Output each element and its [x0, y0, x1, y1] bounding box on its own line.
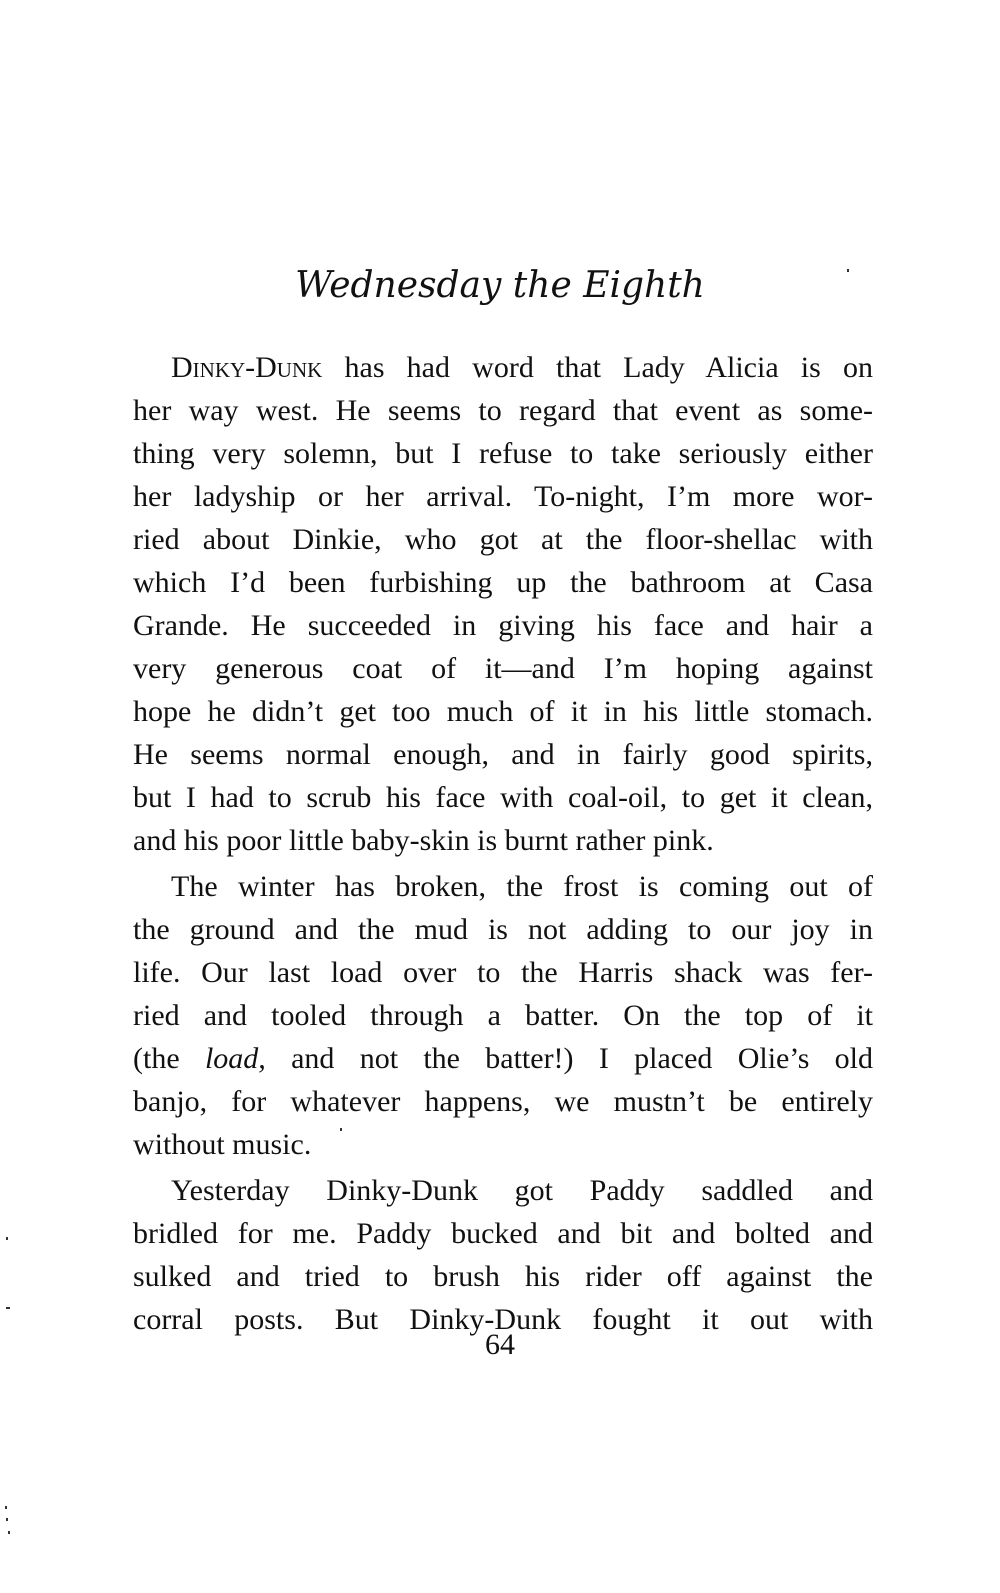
text-line: bridled for me. Paddy bucked and bit and bolted and: [133, 1217, 873, 1250]
text-line: very generous coat of it—and I’m hoping against: [133, 652, 873, 685]
scan-speck: [6, 1518, 8, 1521]
text-line: but I had to scrub his face with coal-oil, to get it clean,: [133, 781, 873, 814]
text-line: He seems normal enough, and in fairly good spirits,: [133, 738, 873, 771]
text-line: banjo, for whatever happens, we mustn’t be entirely: [133, 1085, 873, 1118]
scan-speck: [8, 1531, 10, 1534]
paragraph-1: [133, 346, 873, 862]
text-line: Grande. He succeeded in giving his face and hair a: [133, 609, 873, 642]
text-line: corral posts. But Dinky-Dunk fought it out with: [133, 1303, 873, 1336]
text-line: her ladyship or her arrival. To-night, I’m more wor-: [133, 480, 873, 513]
paragraph-2: [133, 865, 873, 1166]
text-line: ried about Dinkie, who got at the floor-shellac with: [133, 523, 873, 556]
scan-speck: [340, 1128, 342, 1131]
italic-word: load,: [204, 1042, 266, 1075]
chapter-heading: Wednesday the Eighth: [295, 265, 705, 306]
text-line: sulked and tried to brush his rider off against the: [133, 1260, 873, 1293]
text-line: life. Our last load over to the Harris shack was fer-: [133, 956, 873, 989]
text-line: thing very solemn, but I refuse to take seriously either: [133, 437, 873, 470]
text-line: ried and tooled through a batter. On the top of it: [133, 999, 873, 1032]
text-line: without music.: [133, 1128, 312, 1161]
text-line: hope he didn’t get too much of it in his little stomach.: [133, 695, 873, 728]
text-line: her way west. He seems to regard that event as some-: [133, 394, 873, 427]
text-line: Yesterday Dinky-Dunk got Paddy saddled and: [171, 1174, 873, 1207]
text-line: the ground and the mud is not adding to our joy in: [133, 913, 873, 946]
lead-smallcaps: Dinky-Dunk: [171, 351, 323, 384]
text-line: The winter has broken, the frost is coming out of: [171, 870, 873, 903]
scan-speck: [6, 1307, 10, 1309]
paragraph-3: [133, 1169, 873, 1341]
scan-speck: [6, 1237, 8, 1240]
scan-speck: [5, 1506, 7, 1509]
text-line: which I’d been furbishing up the bathroom at Casa: [133, 566, 873, 599]
page-number: 64: [485, 1328, 515, 1361]
scan-speck: [847, 269, 849, 272]
text-line: (the load, and not the batter!) I placed Olie’s old: [133, 1042, 873, 1075]
text-line: Dinky-Dunk has had word that Lady Alicia is on: [171, 351, 873, 384]
text-line: and his poor little baby-skin is burnt rather pink.: [133, 824, 714, 857]
